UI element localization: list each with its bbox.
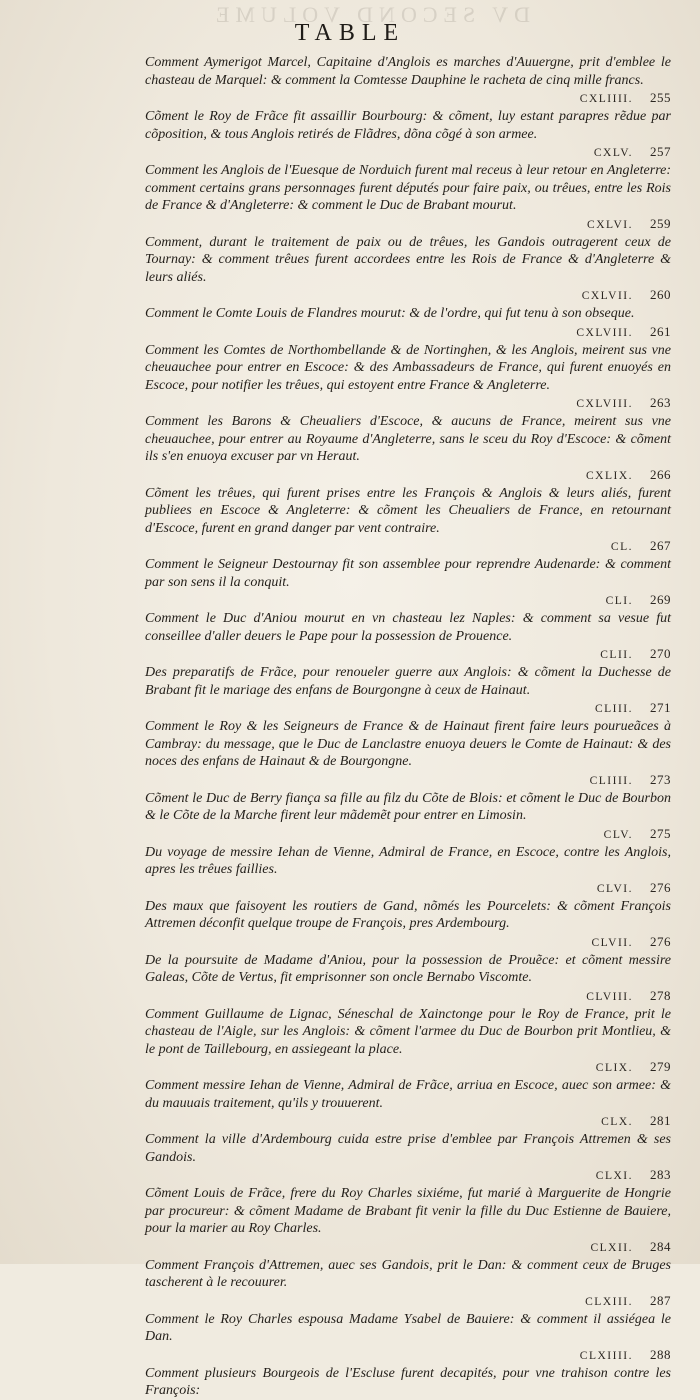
table-of-contents	[145, 54, 671, 1400]
toc-entry	[145, 718, 671, 790]
toc-entry	[145, 1257, 671, 1311]
page-number: 279	[650, 1059, 671, 1074]
chapter-number: CLIIII.	[589, 774, 633, 787]
toc-entry-text: Comment la ville d'Ardembourg cuida estre prise d'emblee par François Attremen & ses Gandois.	[145, 1132, 671, 1165]
toc-entry-text: Comment le Seigneur Destournay fit son assemblee pour reprendre Audenarde: & comment par son sens il la conquit.	[145, 557, 671, 590]
toc-entry-text: Des preparatifs de Frãce, pour renoueler guerre aux Anglois: & cõment la Duchesse de Brabant fit le mariage des enfans de Bourgongne à ceux de Hainaut.	[145, 665, 671, 698]
toc-entry	[145, 790, 671, 844]
toc-entry	[145, 844, 671, 898]
toc-entry-reference	[145, 143, 671, 162]
page-number: 263	[650, 395, 671, 410]
toc-entry-text: Comment le Roy & les Seigneurs de France & de Hainaut firent faire leurs pourueãces à Cambray: du message, que le Duc de Lanclastre enuoya deuers le Comte de Hainaut: & des noces des enfans de Hainaut & de Bourgongne.	[145, 719, 671, 769]
toc-entry	[145, 342, 671, 414]
toc-entry	[145, 952, 671, 1006]
page-number: 281	[650, 1113, 671, 1128]
toc-entry-text: Comment le Duc d'Aniou mourut en vn chasteau lez Naples: & comment sa vesue fut conseillee d'aller deuers le Pape pour la possession de Prouence.	[145, 611, 671, 644]
toc-entry-text: Comment Guillaume de Lignac, Séneschal de Xainctonge pour le Roy de France, prit le chasteau de l'Aigle, sur les Anglois: & cõment l'armee du Duc de Bourbon prit Montlieu, & le pont de Taillebourg, en assiegeant la place.	[145, 1006, 671, 1057]
toc-entry	[145, 1006, 671, 1078]
page-number: 276	[650, 933, 671, 949]
toc-entry	[145, 162, 671, 234]
page-number: 267	[650, 538, 671, 553]
chapter-number: CLXIIII.	[579, 1349, 633, 1362]
toc-entry-text: Comment le Roy Charles espousa Madame Ysabel de Bauiere: & comment il assiégea le Dan.	[145, 1311, 671, 1344]
page-number: 288	[650, 1346, 671, 1362]
toc-entry-reference	[145, 1292, 671, 1311]
chapter-number: CXLIIII.	[579, 93, 633, 105]
toc-entry-reference	[145, 1346, 671, 1365]
chapter-number: CLII.	[600, 649, 633, 661]
toc-entry	[145, 305, 671, 342]
chapter-number: CXLVII.	[581, 290, 633, 302]
page-number: 266	[650, 466, 671, 482]
toc-entry-reference	[145, 1238, 671, 1257]
toc-entry	[145, 898, 671, 952]
toc-entry-text: Comment Aymerigot Marcel, Capitaine d'Anglois es marches d'Auuergne, prit d'emblee le chasteau de Marquel: & comment la Comtesse Dauphine le racheta de cinq mille francs.	[145, 55, 671, 88]
toc-entry	[145, 1077, 671, 1131]
page-number: 255	[650, 90, 671, 105]
chapter-number: CXLVIII.	[576, 398, 633, 410]
page-number: 278	[650, 987, 671, 1003]
chapter-number: CLX.	[601, 1116, 633, 1128]
toc-entry-text: Cõment le Roy de Frãce fit assaillir Bourbourg: & cõment, luy estant parapres rẽdue par cõposition, & tous Anglois retirés de Flãdres, dõna cõgé à son armee.	[145, 109, 671, 142]
toc-entry-text: Comment les Comtes de Northombellande & de Nortinghen, & les Anglois, meirent sus vne cheuauchee pour entrer en Escoce: & des Ambassadeurs de France, qui furent enuoyés en Escoce, pour notifier les trêues, qui estoyent entre France & Angleterre.	[145, 342, 671, 393]
toc-entry-text: De la poursuite de Madame d'Aniou, pour la possession de Prouẽce: et cõment messire Galeas, Cõte de Vertus, fit emprisonner son oncle Bernabo Viscomte.	[145, 952, 671, 985]
toc-entry	[145, 1311, 671, 1365]
toc-entry-reference	[145, 1166, 671, 1185]
page-title: TABLE	[294, 20, 406, 46]
toc-entry-reference	[145, 591, 671, 610]
chapter-number: CLIII.	[594, 703, 633, 715]
toc-entry-reference	[145, 771, 671, 790]
chapter-number: CXLVIII.	[576, 326, 633, 339]
toc-entry-reference	[145, 394, 671, 413]
toc-entry	[145, 485, 671, 557]
chapter-number: CLI.	[605, 595, 633, 607]
toc-entry-text: Comment les Anglois de l'Euesque de Norduich furent mal receus à leur retour en Angleterre: comment certains grans personnages furent députés pour faire paix, ou trêues, entre les Rois de France & d'Angleterre: & comment le Duc de Brabant mourut.	[145, 163, 671, 213]
toc-entry	[145, 664, 671, 718]
toc-entry-reference	[145, 215, 671, 234]
toc-entry-reference	[145, 466, 671, 485]
toc-entry-text: Comment messire Iehan de Vienne, Admiral de Frãce, arriua en Escoce, auec son armee: & du mauuais traitement, qu'ils y trouuerent.	[145, 1078, 671, 1111]
toc-entry	[145, 556, 671, 610]
toc-entry-reference	[145, 323, 671, 342]
chapter-number: CLVII.	[591, 936, 633, 949]
toc-entry-reference	[145, 1112, 671, 1131]
chapter-number: CLVIII.	[586, 990, 633, 1003]
chapter-number: CXLV.	[593, 147, 633, 159]
toc-entry-text: Du voyage de messire Iehan de Vienne, Admiral de France, en Escoce, contre les Anglois, apres les trêues faillies.	[145, 844, 671, 877]
toc-entry-text: Comment le Comte Louis de Flandres mourut: & de l'ordre, qui fut tenu à son obseque.	[145, 306, 635, 321]
toc-entry-text: Comment les Barons & Cheualiers d'Escoce, & aucuns de France, meirent sus vne cheuauchee, pour entrer au Royaume d'Angleterre, sans le sceu du Roy d'Escoce: & cõment ils s'en enuoya excuser par vn Heraut.	[145, 414, 671, 464]
chapter-number: CLV.	[603, 828, 633, 841]
toc-entry	[145, 610, 671, 664]
chapter-number: CXLIX.	[585, 469, 633, 482]
chapter-number: CLVI.	[596, 882, 633, 895]
toc-entry-text: Cõment Louis de Frãce, frere du Roy Charles sixiéme, fut marié à Marguerite de Hongrie par procureur: & cõment Madame de Brabant fit venir la fille du Duc Estienne de Bauiere, pour la marier au Roy Charles.	[145, 1186, 671, 1236]
toc-entry-reference	[145, 645, 671, 664]
page-number: 275	[650, 825, 671, 841]
chapter-number: CLIX.	[595, 1062, 633, 1074]
toc-entry-reference	[145, 825, 671, 844]
page-number: 261	[650, 323, 671, 339]
page-number: 270	[650, 646, 671, 661]
bleed-through-text: DV SECOND VOLUME	[209, 2, 531, 27]
toc-entry-text: Des maux que faisoyent les routiers de Gand, nõmés les Pourcelets: & cõment François Attremen déconfit quelque troupe de François, pres Ardembourg.	[145, 898, 671, 931]
chapter-number: CXLVI.	[587, 218, 633, 231]
toc-entry-text: Comment, durant le traitement de paix ou de trêues, les Gandois outragerent ceux de Tournay: & comment trêues furent accordees entre les Rois de France & d'Angleterre & leurs aliés.	[145, 234, 671, 285]
toc-entry-text: Cõment les trêues, qui furent prises entre les François & Anglois & leurs aliés, furent publiees en Escoce & Angleterre: & cõment les Cheualiers de France, en retournant d'Escoce, furent en grand danger par vent contraire.	[145, 485, 671, 536]
page-number: 260	[650, 287, 671, 302]
chapter-number: CLXI.	[595, 1170, 633, 1182]
toc-entry-reference	[145, 537, 671, 556]
toc-entry-reference	[145, 699, 671, 718]
chapter-number: CLXII.	[590, 1241, 633, 1254]
toc-entry	[145, 1185, 671, 1257]
toc-entry	[145, 1365, 671, 1400]
chapter-number: CLXIII.	[585, 1295, 633, 1308]
page-number: 271	[650, 700, 671, 715]
page-number: 276	[650, 879, 671, 895]
page-number: 287	[650, 1292, 671, 1308]
toc-entry-reference	[145, 987, 671, 1006]
toc-entry	[145, 108, 671, 162]
page-number: 284	[650, 1238, 671, 1254]
chapter-number: CL.	[610, 541, 633, 553]
toc-entry-reference	[145, 1058, 671, 1077]
page-number: 273	[650, 771, 671, 787]
toc-entry-text: Comment plusieurs Bourgeois de l'Escluse furent decapités, pour vne trahison contre les François:	[145, 1365, 671, 1398]
toc-entry-text: Comment François d'Attremen, auec ses Gandois, prit le Dan: & comment ceux de Bruges tascherent à le recouurer.	[145, 1257, 671, 1290]
toc-entry	[145, 54, 671, 108]
toc-entry	[145, 413, 671, 485]
page-number: 259	[650, 215, 671, 231]
toc-entry	[145, 1131, 671, 1185]
toc-entry-reference	[145, 879, 671, 898]
page-number: 269	[650, 592, 671, 607]
toc-entry-reference	[145, 286, 671, 305]
page-number: 257	[650, 144, 671, 159]
toc-entry-reference	[145, 89, 671, 108]
page-number: 283	[650, 1167, 671, 1182]
toc-entry-text: Cõment le Duc de Berry fiança sa fille au filz du Cõte de Blois: et cõment le Duc de Bourbon & le Cõte de la Marche firent leur mãdemẽt pour entrer en Limosin.	[145, 790, 671, 823]
toc-entry	[145, 234, 671, 306]
toc-entry-reference	[145, 933, 671, 952]
